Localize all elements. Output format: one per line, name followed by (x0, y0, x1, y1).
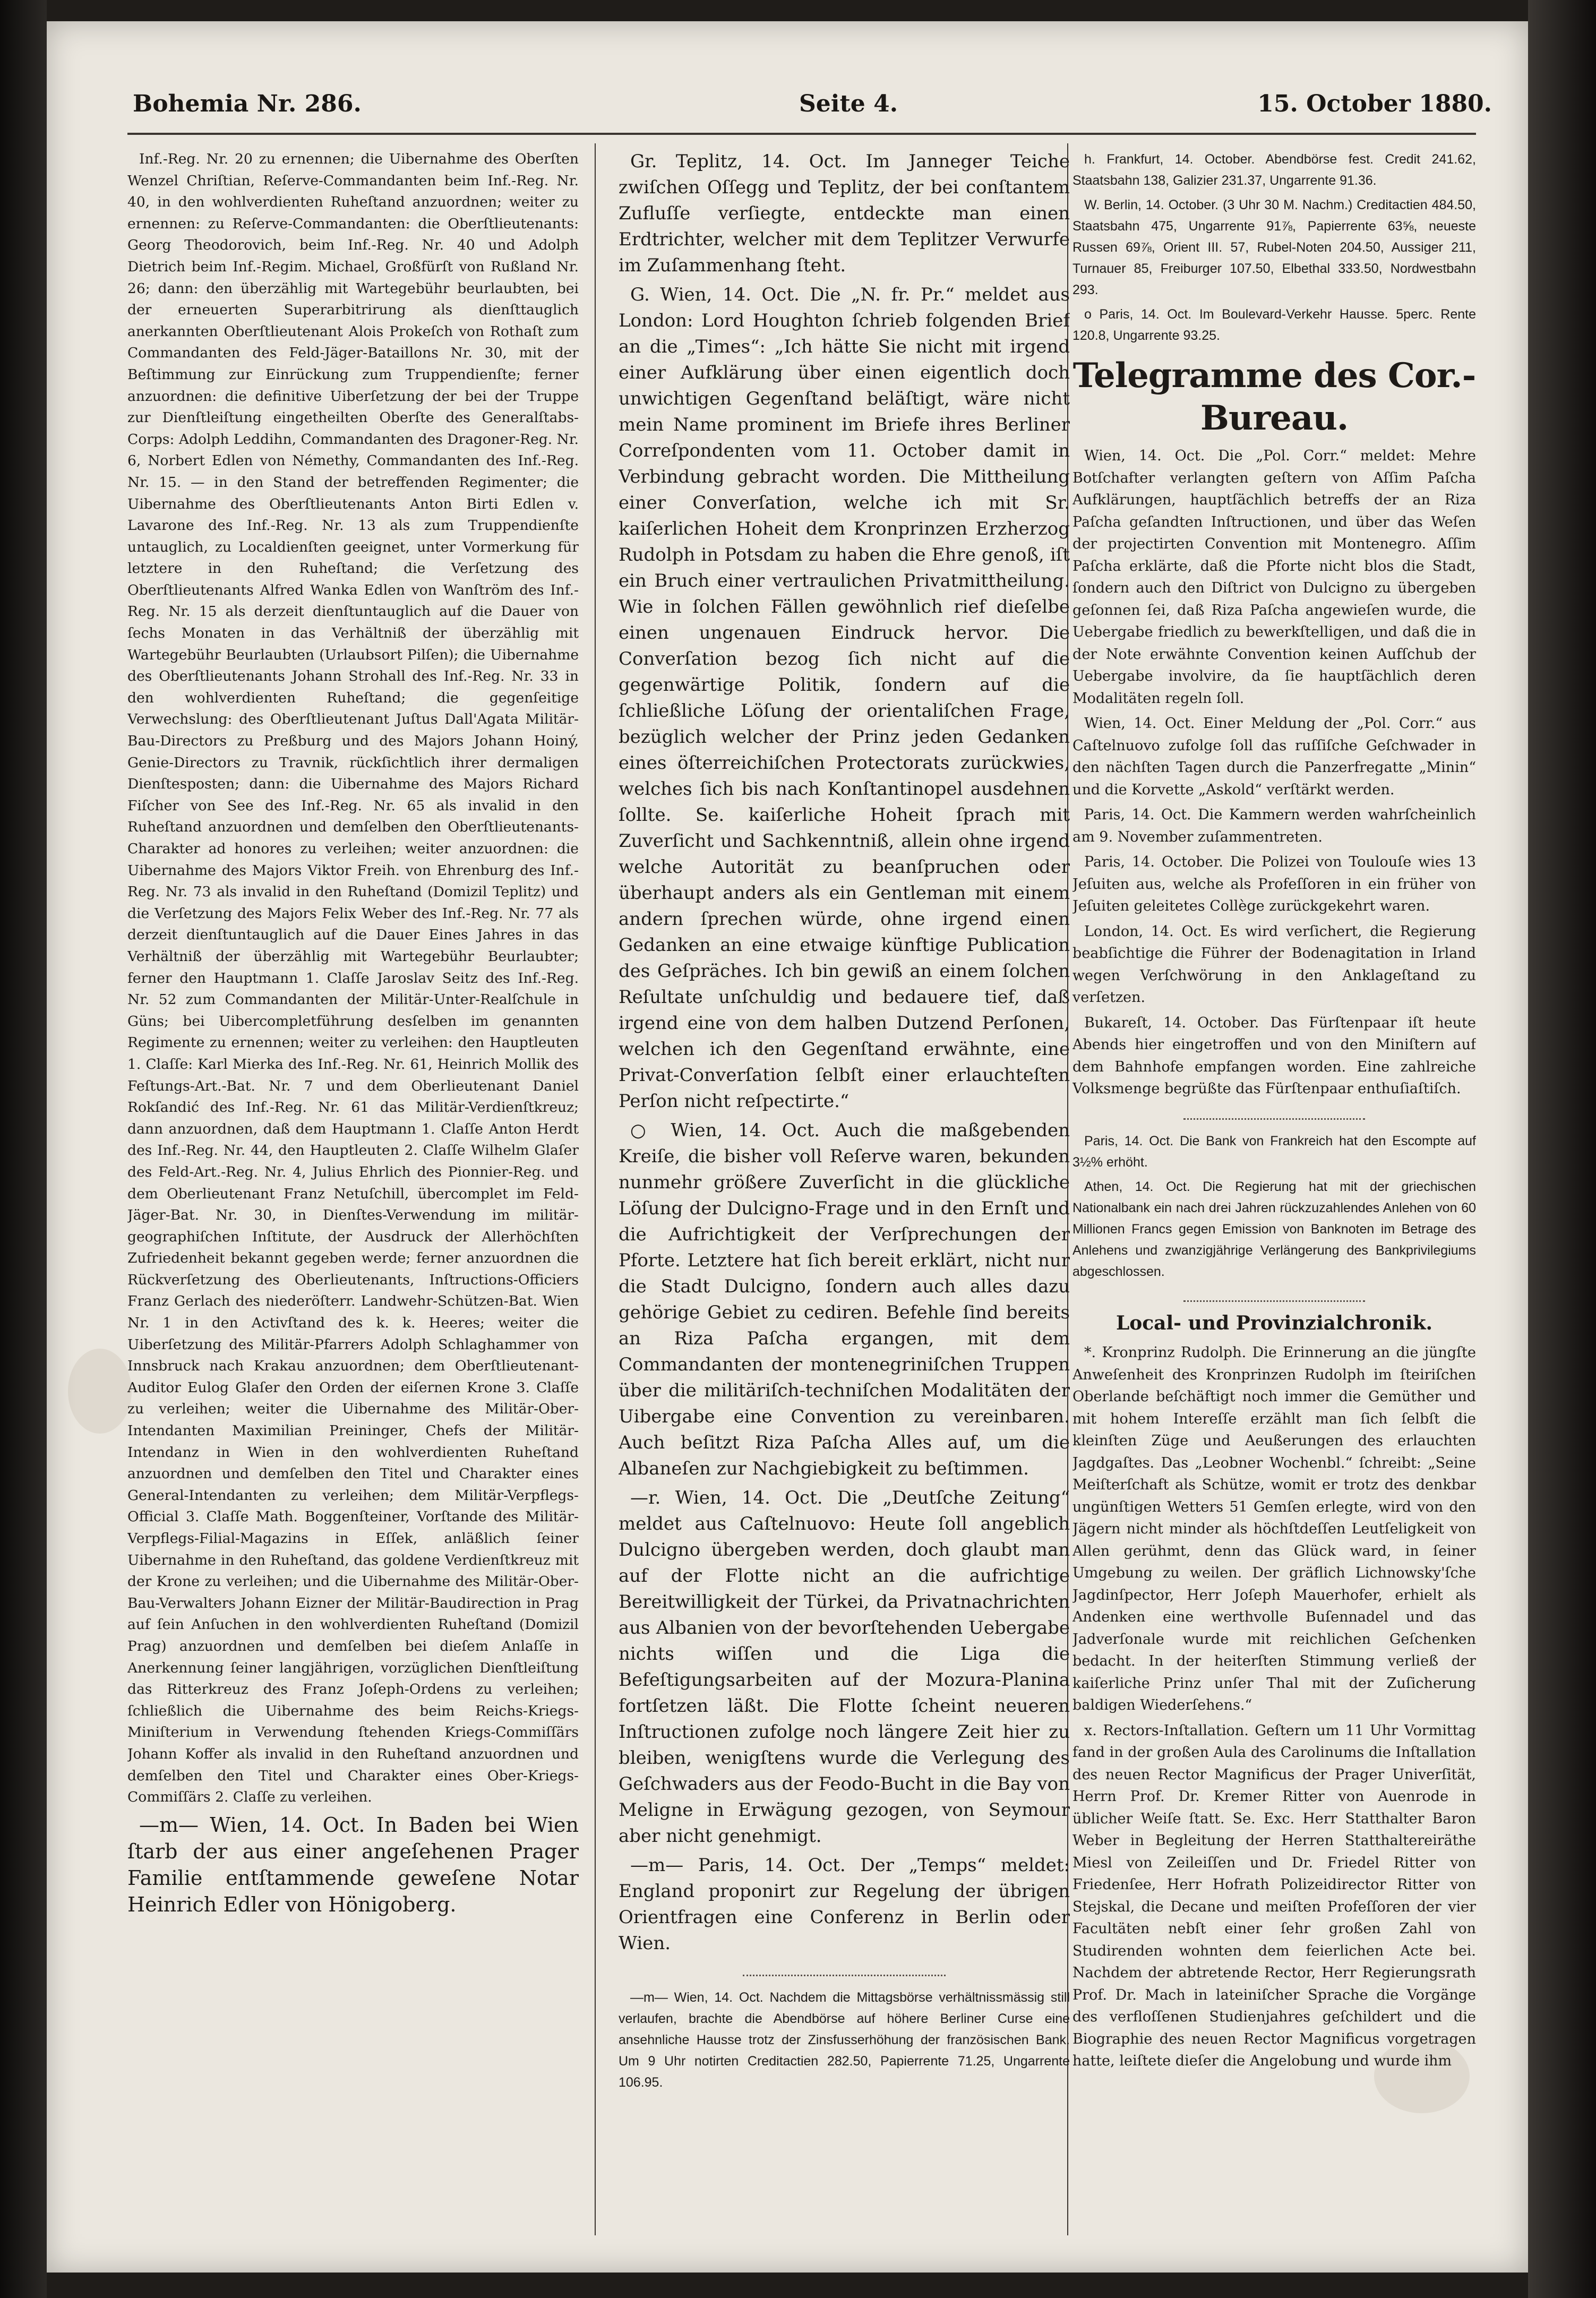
column-right (1072, 149, 1476, 2241)
section-divider (743, 1967, 946, 1976)
article-baden-obituary: —m— Wien, 14. Oct. In Baden bei Wien ſtarb der aus einer angeſehenen Prager Familie entſtammende geweſene Notar Heinrich Edler von Hönigoberg. (127, 1813, 579, 1916)
section-heading-local: Local- und Provinzialchronik. (1116, 1311, 1433, 1334)
bourse-paris: o Paris, 14. Oct. Im Boulevard-Verkehr Hausse. 5perc. Rente 120.8, Ungarrente 93.25. (1072, 307, 1476, 343)
header-rule (127, 133, 1476, 135)
telegram-paris-bank: Paris, 14. Oct. Die Bank von Frankreich hat den Escompte auf 3½% erhöht. (1072, 1133, 1476, 1170)
section-heading-telegrams: Telegramme des Cor.-Bureau. (1072, 356, 1476, 438)
article-military-appointments: Inf.-Reg. Nr. 20 zu ernennen; die Uibernahme des Oberſten Wenzel Chriſtian, Reſerve-Commandanten beim Inf.-Reg. Nr. 40, in den wohlverdienten Ruheſtand anzuordnen; weiter zu ernennen: zu Reſerve-Commandanten: die Oberſtlieutenants: Georg Theodorovich, beim Inf.-Reg. Nr. 40 und Adolph Dietrich beim Inf.-Regim. Michael, Großfürſt von Rußland Nr. 26; dann: den überzählig mit Wartegebühr beurlaubten, bei der erneuerten Superarbitrirung als dienſttauglich anerkannten Oberſtlieutenant Alois Prokeſch von Rothaſt zum Commandanten des Feld-Jäger-Bataillons Nr. 30, mit der Beſtimmung zur Einrückung zum Truppendienſte; ferner anzuordnen: die definitive Uiberſetzung der bei der Truppe zur Dienſtleiſtung eingetheilten Oberſte des Generalſtabs-Corps: Adolph Leddihn, Commandanten des Dragoner-Reg. Nr. 6, Norbert Edlen von Némethy, Commandanten des Inf.-Reg. Nr. 15. — in den Stand der betreffenden Regimenter; die Uibernahme des Oberſtlieutenants Anton Birti Edlen v. Lavarone des Inf.-Reg. Nr. 13 als zum Truppendienſte untauglich, zu Localdienſten geeignet, unter Vormerkung für letztere in den Ruheſtand; die Verſetzung des Oberſtlieutenants Alfred Wanka Edlen von Wanſtröm des Inf.-Reg. Nr. 15 als derzeit dienſtuntauglich auf die Dauer von ſechs Monaten in das Verhältniß der überzählig mit Wartegebühr Beurlaubten (Urlaubsort Pilſen); die Uibernahme des Oberſtlieutenants Johann Strohall des Inf.-Reg. Nr. 33 in den wohlverdienten Ruheſtand; die gegenſeitige Verwechslung: des Oberſtlieutenant Juſtus Dall'Agata Militär-Bau-Directors zu Preßburg und des Majors Johann Hoiný, Genie-Directors zu Travnik, rückſichtlich ihrer dermaligen Dienſtesposten; dann: die Uibernahme des Majors Richard Fiſcher von See des Inf.-Reg. Nr. 65 als invalid in den Ruheſtand anzuordnen und demſelben den Oberſtlieutenants-Charakter ad honores zu verleihen; weiter anzuordnen: die Uibernahme des Majors Viktor Freih. von Ehrenburg des Inf.-Reg. Nr. 73 als invalid in den Ruheſtand (Domizil Teplitz) und die Verſetzung des Majors Felix Weber des Inf.-Reg. Nr. 77 als derzeit dienſtuntauglich auf die Dauer Eines Jahres in das Verhältniß der überzählig mit Wartegebühr Beurlaubter; ferner den Hauptmann 1. Claſſe Jaroslav Seitz des Inf.-Reg. Nr. 52 zum Commandanten der Militär-Unter-Realſchule in Güns; bei Uibercompletführung desſelben im genannten Regimente zu ernennen; weiter zu verleihen: den Hauptleuten 1. Claſſe: Karl Mierka des Inf.-Reg. Nr. 61, Heinrich Mollik des Feſtungs-Art.-Bat. Nr. 7 und dem Oberlieutenant Daniel Rokſandić des Inf.-Reg. Nr. 61 das Militär-Verdienſtkreuz; dann anzuordnen, daß dem Hauptmann 1. Claſſe Anton Herdt des Inf.-Reg. Nr. 44, den Hauptleuten 2. Claſſe Wilhelm Glaſer des Feld-Art.-Reg. Nr. 4, Julius Ehrlich des Pionnier-Reg. und dem Oberlieutenant Franz Netuſchill, übercomplet im Feld-Jäger-Bat. Nr. 30, in Dienſtes-Verwendung im militär-geographiſchen Inſtitute, der Ausdruck der Allerhöchſten Zufriedenheit bekannt gegeben werde; ferner anzuordnen die Rückverſetzung des Oberlieutenants, Inſtructions-Officiers Franz Gerlach des niederöſterr. Landwehr-Schützen-Bat. Wien Nr. 1 in den Activſtand des k. k. Heeres; weiter die Uiberſetzung des Militär-Pfarrers Adolph Schlaghammer von Innsbruck nach Krakau anzuordnen; dem Oberſtlieutenant-Auditor Eulog Glaſer den Orden der eiſernen Krone 3. Claſſe zu verleihen; weiter die Uibernahme des Militär-Ober-Intendanten Maximilian Preininger, Chefs der Militär-Intendanz in Wien in den wohlverdienten Ruheſtand anzuordnen und demſelben den Titel und Charakter eines General-Intendanten zu verleihen; dem Militär-Verpflegs-Official 3. Claſſe Math. Boggenſteiner, Vorſtande des Militär-Verpflegs-Filial-Magazins in Eſſek, anläßlich ſeiner Uibernahme in den Ruheſtand, das goldene Verdienſtkreuz mit der Krone zu verleihen; und die Uibernahme des Militär-Ober-Bau-Verwalters Johann Eizner der Militär-Baudirection in Prag auf ſein Anſuchen in den wohlverdienten Ruheſtand (Domizil Prag) anzuordnen und demſelben bei dieſem Anlaſſe in Anerkennung ſeiner langjährigen, vorzüglichen Dienſtleiſtung das Ritterkreuz des Franz Joſeph-Ordens zu verleihen; ſchließlich die Uibernahme des beim Reichs-Kriegs-Miniſterium in Verwendung ſtehenden Kriegs-Commiſſärs Johann Koffer als invalid in den Ruheſtand anzuordnen und demſelben den Titel und Charakter eines Ober-Kriegs-Commiſſärs 2. Claſſe zu verleihen. (127, 151, 579, 1806)
page-header (133, 90, 1492, 127)
masthead-issue: Bohemia Nr. 286. (133, 90, 362, 117)
telegram-paris-1: Paris, 14. Oct. Die Kammern werden wahrſcheinlich am 9. November zuſammentreten. (1072, 807, 1476, 845)
article-deutsche-zeitung: —r. Wien, 14. Oct. Die „Deutſche Zeitung“ meldet aus Caſtelnuovo: Heute ſoll angeblich Dulcigno übergeben werden, doch glaubt man auf der Flotte nicht an die aufrichtige Bereitwilligkeit der Türkei, da Privatnachrichten aus Albanien von der bevorſtehenden Uebergabe nichts wiſſen und die Liga die Befeſtigungsarbeiten auf der Mozura-Planina fortſetzen läßt. Die Flotte ſcheint neueren Inſtructionen zufolge noch längere Zeit hier zu bleiben, wenigſtens wurde die Verlegung des Geſchwaders aus der Feodo-Bucht in die Bay von Meligne in Erwägung gezogen, von Seymour aber nicht genehmigt. (619, 1487, 1070, 1847)
article-vienna-bourse: —m— Wien, 14. Oct. Nachdem die Mittagsbörse verhältnissmässig still verlaufen, brachte die Abendbörse auf höhere Berliner Curse eine ansehnliche Hausse trotz der Zinsfusserhöhung der französischen Bank. Um 9 Uhr notirten Creditactien 282.50, Papierrente 71.25, Ungarrente 106.95. (619, 1990, 1070, 2090)
telegram-paris-2: Paris, 14. October. Die Polizei von Toulouſe wies 13 Jeſuiten aus, welche als Profeſſoren in ein früher von Jeſuiten geleitetes Collège zurückgekehrt waren. (1072, 854, 1476, 914)
issue-date: 15. October 1880. (1257, 90, 1492, 117)
column-left (127, 149, 579, 2241)
section-divider (1183, 1293, 1365, 1302)
telegram-bukarest: Bukareſt, 14. October. Das Fürſtenpaar iſt heute Abends hier eingetroffen und von den Miniſtern auf dem Bahnhofe empfangen worden. Eine zahlreiche Volksmenge begrüßte das Fürſtenpaar enthuſiaſtiſch. (1072, 1014, 1476, 1097)
article-paris-temps: —m— Paris, 14. Oct. Der „Temps“ meldet: England proponirt zur Regelung der übrigen Orientfragen eine Conferenz in Berlin oder Wien. (619, 1855, 1070, 1954)
column-divider (595, 143, 596, 2235)
telegram-athen: Athen, 14. Oct. Die Regierung hat mit der griechischen Nationalbank ein nach drei Jahren rückzuzahlendes Anlehen von 60 Millionen Francs gegen Emission von Banknoten im Betrage des Anlehens und zwanzigjährige Verlängerung des Bankprivilegiums abgeschlossen. (1072, 1179, 1476, 1279)
bourse-frankfurt: h. Frankfurt, 14. October. Abendbörse fest. Credit 241.62, Staatsbahn 138, Galizier 231.37, Ungarrente 91.36. (1072, 152, 1476, 188)
article-lord-houghton-letter: G. Wien, 14. Oct. Die „N. fr. Pr.“ meldet aus London: Lord Houghton ſchrieb folgenden Brief an die „Times“: „Ich hätte Sie nicht mit irgend einer Aufklärung über einen eigentlich doch unwichtigen Gegenſtand beläſtigt, wäre nicht mein Name prominent im Briefe ihres Berliner Correſpondenten vom 11. October damit in Verbindung gebracht worden. Die Mittheilung einer Converſation, welche ich mit Sr. kaiſerlichen Hoheit dem Kronprinzen Erzherzog Rudolph in Potsdam zu haben die Ehre genoß, iſt ein Bruch einer vertraulichen Privatmittheilung. Wie in ſolchen Fällen gewöhnlich rief dieſelbe einen ungenauen Eindruck hervor. Die Converſation bezog ſich nicht auf die gegenwärtige Politik, ſondern auf die ſchließliche Löſung der orientaliſchen Frage, bezüglich welcher der Prinz jeden Gedanken eines öſterreichiſchen Protectorats zurückwies, welches ſich bis nach Konſtantinopel ausdehnen ſollte. Se. kaiſerliche Hoheit ſprach mit Zuverſicht und Sachkenntniß, allein ohne irgend welche Autorität zu beanſpruchen oder überhaupt anders als ein Gentleman mit einem andern ſprechen würde, ohne irgend einen Gedanken an eine etwaige künftige Publication des Geſpräches. Ich bin gewiß an einem ſolchen Reſultate unſchuldig und bedauere tief, daß irgend eine von dem halben Dutzend Perſonen, welchen ich den Gegenſtand erwähnte, eine Privat-Converſation ſelbſt einer erlauchteſten Perſon nicht reſpectirte.“ (619, 284, 1070, 1112)
section-divider (1183, 1111, 1365, 1120)
local-rectors-installation: x. Rectors-Inſtallation. Geſtern um 11 Uhr Vormittag fand in der großen Aula des Carolinums die Inſtallation des neuen Rector Magnificus der Prager Univerſität, Herrn Prof. Dr. Kremer Ritter von Auenrode in üblicher Weiſe ſtatt. Se. Exc. Herr Statthalter Baron Weber in Begleitung der Herren Statthaltereiräthe Miesl von Zeileiſſen und Dr. Friedel Ritter von Friedenſee, Herr Hofrath Polizeidirector Ritter von Stejskal, die Decane und meiſten Profeſſoren der vier Facultäten nebſt einer ſehr großen Zahl von Studirenden wohnten dem feierlichen Acte bei. Nachdem der abtretende Rector, Herr Regierungsrath Prof. Dr. Mach in lateiniſcher Sprache die Vorgänge des verfloſſenen Studienjahres geſchildert und die Biographie des neuen Rector Magnificus vorgetragen hatte, leiſtete dieſer die Angelobung und wurde ihm (1072, 1722, 1476, 2069)
telegram-wien-1: Wien, 14. Oct. Die „Pol. Corr.“ meldet: Mehre Botſchafter verlangten geſtern von Aſſim Paſcha Aufklärungen, hauptſächlich betreffs der an Riza Paſcha geſandten Inſtructionen, und über das Weſen der projectirten Convention mit Montenegro. Aſſim Paſcha erklärte, daß die Pforte nicht blos die Stadt, ſondern auch den Diſtrict von Dulcigno zu übergeben geſonnen ſei, daß Riza Paſcha angewieſen wurde, die Uebergabe friedlich zu bewerkſtelligen, und daß die in der Note erwähnte Convention keinen Aufſchub der Uebergabe involvire, da ſie hauptſächlich deren Modalitäten regeln ſoll. (1072, 448, 1476, 707)
bourse-berlin: W. Berlin, 14. October. (3 Uhr 30 M. Nachm.) Creditactien 484.50, Staatsbahn 475, Ungarrente 91⅞, Papierrente 63⅝, neueste Russen 69⅞, Orient III. 57, Rubel-Noten 204.50, Aussiger 211, Turnauer 85, Freiburger 107.50, Elbethal 333.50, Nordwestbahn 293. (1072, 198, 1476, 297)
scan-left-edge (0, 0, 47, 2298)
paper-stain (68, 1349, 132, 1434)
article-teplitz: Gr. Teplitz, 14. Oct. Im Janneger Teiche zwiſchen Oſſegg und Teplitz, der bei conſtantem Zufluſſe verſiegte, entdeckte man einen Erdtrichter, welcher mit dem Teplitzer Verwurfe im Zuſammenhang ſteht. (619, 151, 1070, 276)
telegram-london: London, 14. Oct. Es wird verſichert, die Regierung beabſichtige die Führer der Bodenagitation in Irland wegen Verſchwörung in den Anklageſtand zu verſetzen. (1072, 923, 1476, 1006)
local-kronprinz-rudolph: *. Kronprinz Rudolph. Die Erinnerung an die jüngſte Anweſenheit des Kronprinzen Rudolph im ſteiriſchen Oberlande beſchäftigt noch immer die Gemüther und mit hohem Intereſſe erzählt man ſich ſelbſt die kleinſten Züge und Aeußerungen des erlauchten Jagdgaſtes. Das „Leobner Wochenbl.“ ſchreibt: „Seine Meiſterſchaft als Schütze, womit er trotz des denkbar ungünſtigen Wetters 51 Gemſen erlegte, wird von den Jägern nicht minder als höchſtdeſſen Leutſeligkeit von Allen gerühmt, denn das Glück ward, in ſeiner Umgebung zu weilen. Der gräflich Lichnowsky'ſche Jagdinſpector, Herr Joſeph Mauerhofer, erhielt als Andenken eine werthvolle Buſennadel und das Jadverſonale wurde mit reichlichen Geſchenken bedacht. In der heiterſten Stimmung verließ der kaiſerliche Prinz unſer Thal mit der Zuſicherung baldigen Wiederſehens.“ (1072, 1344, 1476, 1713)
article-dulcigno: ○ Wien, 14. Oct. Auch die maßgebenden Kreiſe, die bisher voll Reſerve waren, bekunden nunmehr größere Zuverſicht in die glückliche Löſung der Dulcigno-Frage und in den Ernſt und die Aufrichtigkeit der Verſprechungen der Pforte. Letztere hat ſich bereit erklärt, nicht nur die Stadt Dulcigno, ſondern auch alles dazu gehörige Gebiet zu cediren. Befehle ſind bereits an Riza Paſcha ergangen, mit dem Commandanten der montenegriniſchen Truppen über die militäriſch-techniſchen Modalitäten der Uibergabe eine Convention zu vereinbaren. Auch beſitzt Riza Paſcha Alles auf, um die Albaneſen zur Nachgiebigkeit zu beſtimmen. (619, 1120, 1070, 1479)
page-number: Seite 4. (799, 90, 898, 117)
scan-right-edge (1528, 0, 1596, 2298)
telegram-wien-2: Wien, 14. Oct. Einer Meldung der „Pol. Corr.“ aus Caſtelnuovo zufolge ſoll das ruſſiſche Geſchwader in den nächſten Tagen durch die Panzerfregatte „Minin“ und die Korvette „Askold“ verſtärkt werden. (1072, 715, 1476, 798)
column-middle (619, 149, 1070, 2230)
